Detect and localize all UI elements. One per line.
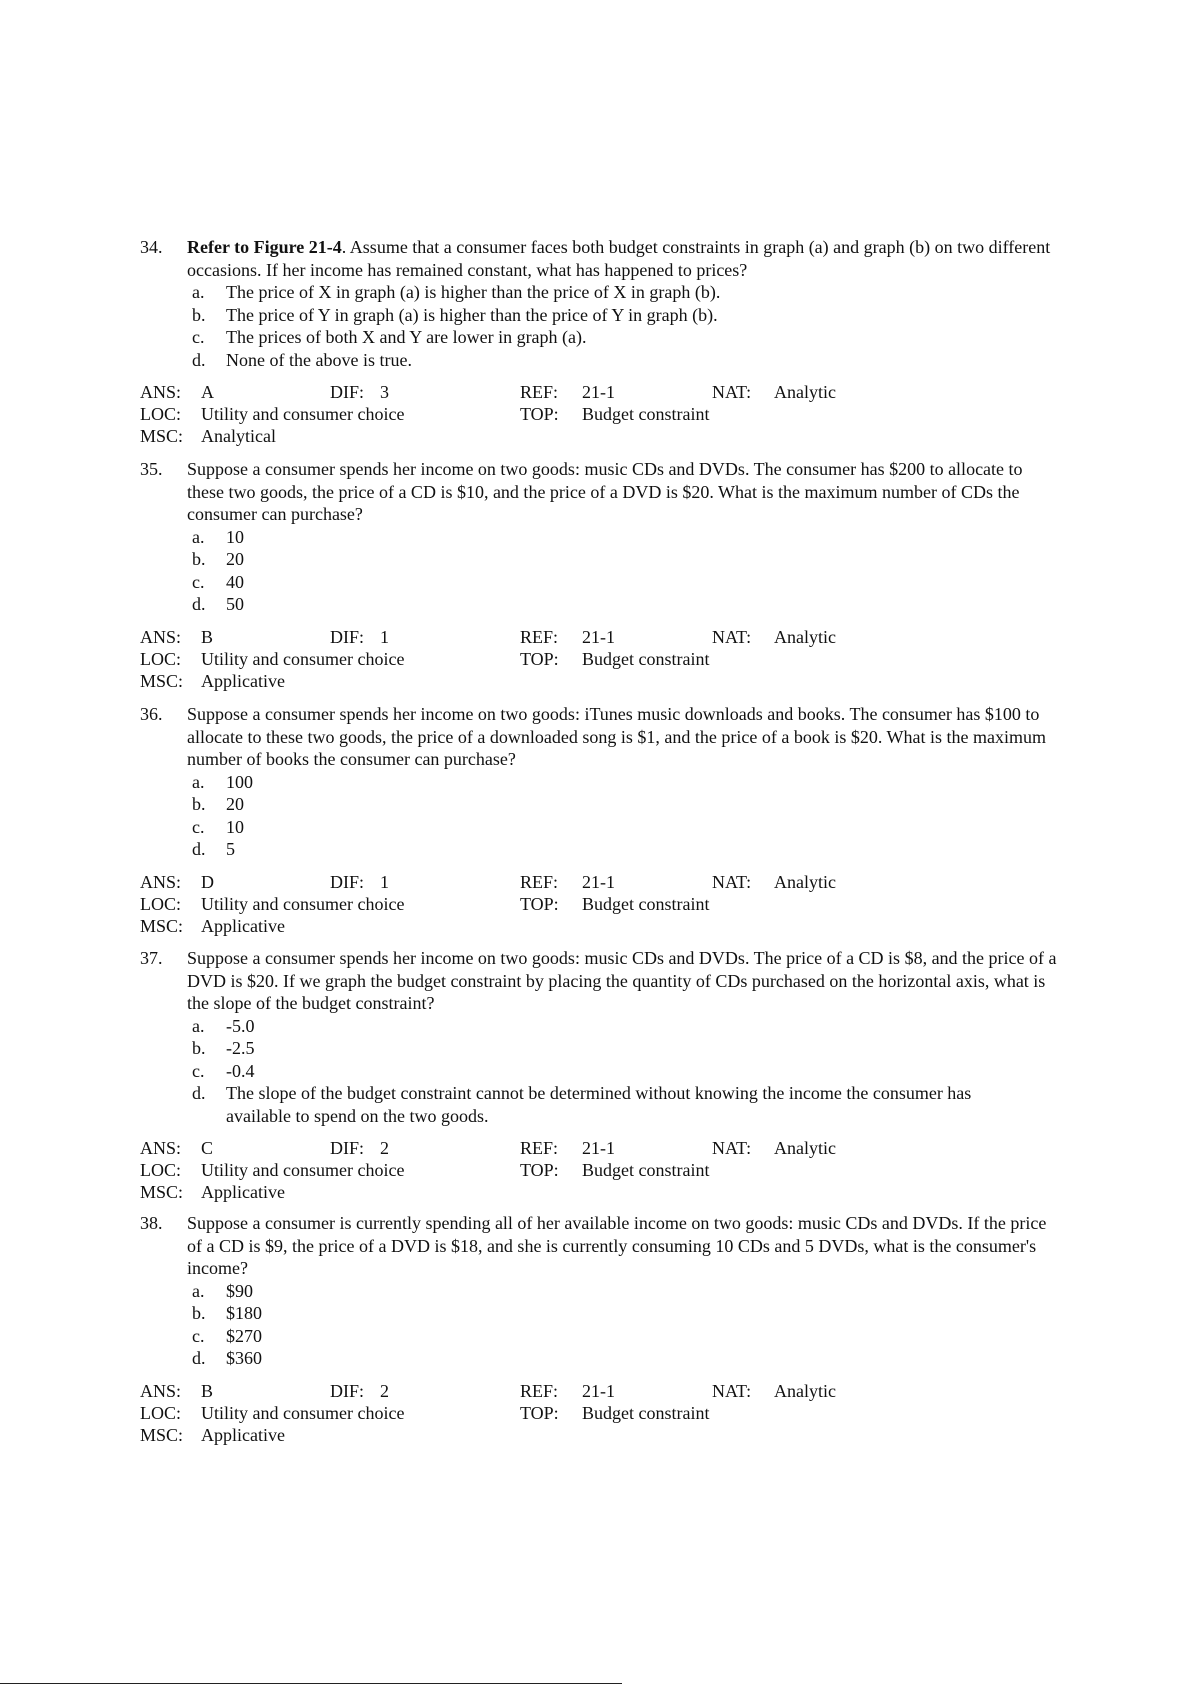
question-37 xyxy=(140,947,1060,1205)
footer-divider-secondary xyxy=(596,1683,622,1684)
msc-label: MSC: xyxy=(140,1424,184,1445)
figure-reference: Refer to Figure 21-4 xyxy=(187,237,342,257)
choice-c: c. -0.4 xyxy=(192,1060,255,1081)
ref-label: REF: xyxy=(520,626,559,647)
question-34 xyxy=(140,236,1060,449)
choice-d: d. None of the above is true. xyxy=(192,349,412,370)
loc-label: LOC: xyxy=(140,1160,182,1180)
top-value: Budget constraint xyxy=(582,893,710,914)
choice-d: d. 5 xyxy=(192,839,235,859)
dif-value: 1 xyxy=(380,871,389,892)
ans-label: ANS: xyxy=(140,871,182,892)
answer-metadata xyxy=(140,626,1060,694)
question-number: 34. xyxy=(140,237,163,257)
msc-label: MSC: xyxy=(140,1182,184,1202)
choice-d: d. $360 xyxy=(192,1348,262,1368)
ans-label: ANS: xyxy=(140,626,182,647)
loc-value: Utility and consumer choice xyxy=(201,648,405,669)
ref-value: 21-1 xyxy=(582,382,615,402)
loc-value: Utility and consumer choice xyxy=(201,893,405,914)
choice-a: a. 10 xyxy=(192,526,244,547)
question-number: 37. xyxy=(140,948,163,968)
msc-label: MSC: xyxy=(140,426,184,446)
ans-value: D xyxy=(201,871,214,892)
ans-value: B xyxy=(201,1380,214,1401)
nat-label: NAT: xyxy=(712,626,752,647)
ans-label: ANS: xyxy=(140,1138,182,1158)
dif-label: DIF: xyxy=(330,1380,365,1401)
choice-a: a. 100 xyxy=(192,771,253,792)
ref-value: 21-1 xyxy=(582,871,615,892)
nat-label: NAT: xyxy=(712,1380,752,1401)
ref-label: REF: xyxy=(520,871,559,892)
ref-value: 21-1 xyxy=(582,1380,615,1401)
choice-b: b. 20 xyxy=(192,549,244,569)
answer-choices xyxy=(192,1015,1060,1128)
choice-c: c. The prices of both X and Y are lower in graph (a). xyxy=(192,327,587,347)
answer-choices xyxy=(192,1280,1060,1370)
dif-label: DIF: xyxy=(330,382,365,402)
msc-value: Analytical xyxy=(201,426,276,446)
choice-b: b. The price of Y in graph (a) is higher than the price of Y in graph (b). xyxy=(192,304,718,325)
choice-a: a. -5.0 xyxy=(192,1015,255,1036)
msc-label: MSC: xyxy=(140,915,184,936)
ref-label: REF: xyxy=(520,1380,559,1401)
nat-value: Analytic xyxy=(774,871,836,892)
top-value: Budget constraint xyxy=(582,404,710,424)
dif-value: 3 xyxy=(380,382,389,402)
nat-value: Analytic xyxy=(774,382,836,402)
ref-value: 21-1 xyxy=(582,626,615,647)
msc-value: Applicative xyxy=(201,1424,285,1445)
choice-c: c. $270 xyxy=(192,1325,262,1346)
question-number: 36. xyxy=(140,704,163,724)
choice-c: c. 40 xyxy=(192,571,244,592)
dif-value: 2 xyxy=(380,1380,389,1401)
ans-label: ANS: xyxy=(140,1380,182,1401)
choice-d: d. 50 xyxy=(192,594,244,614)
answer-metadata xyxy=(140,1380,1060,1448)
ref-label: REF: xyxy=(520,1138,559,1158)
choice-c: c. 10 xyxy=(192,816,244,837)
msc-value: Applicative xyxy=(201,670,285,691)
dif-label: DIF: xyxy=(330,1138,365,1158)
dif-label: DIF: xyxy=(330,626,365,647)
question-text: Suppose a consumer spends her income on two goods: iTunes music downloads and books. The consumer has $100 to allocate to these two goods, the price of a downloaded song is $1, and the price of a book is $20. What is the maximum number of books the consumer can purchase? xyxy=(187,704,1046,769)
footer-divider xyxy=(0,1683,622,1684)
question-number: 35. xyxy=(140,459,163,479)
ref-value: 21-1 xyxy=(582,1138,615,1158)
question-text: Suppose a consumer is currently spending all of her available income on two goods: music CDs and DVDs. If the price of a CD is $9, the price of a DVD is $18, and she is currently consuming 10 CDs and 5 DVDs, what is the consumer's income? xyxy=(187,1213,1047,1278)
question-36 xyxy=(140,703,1060,939)
question-number: 38. xyxy=(140,1213,163,1233)
answer-metadata xyxy=(140,871,1060,939)
answer-choices xyxy=(192,281,1060,371)
top-label: TOP: xyxy=(520,648,559,669)
top-label: TOP: xyxy=(520,893,559,914)
msc-value: Applicative xyxy=(201,915,285,936)
top-value: Budget constraint xyxy=(582,648,710,669)
question-35 xyxy=(140,458,1060,694)
loc-label: LOC: xyxy=(140,893,182,914)
question-text: Suppose a consumer spends her income on two goods: music CDs and DVDs. The price of a CD is $8, and the price of a DVD is $20. If we graph the budget constraint by placing the quantity of CDs purchased on the horizontal axis, what is the slope of the budget constraint? xyxy=(187,948,1057,1013)
ans-value: A xyxy=(201,382,214,402)
nat-value: Analytic xyxy=(774,626,836,647)
question-text: Refer to Figure 21-4. Assume that a consumer faces both budget constraints in graph (a) and graph (b) on two different occasions. If her income has remained constant, what has happened to prices? xyxy=(187,237,1051,280)
dif-label: DIF: xyxy=(330,871,365,892)
dif-value: 1 xyxy=(380,626,389,647)
loc-label: LOC: xyxy=(140,648,182,669)
question-text: Suppose a consumer spends her income on two goods: music CDs and DVDs. The consumer has $200 to allocate to these two goods, the price of a CD is $10, and the price of a DVD is $20. What is the maximum number of CDs the consumer can purchase? xyxy=(187,459,1023,524)
nat-label: NAT: xyxy=(712,871,752,892)
loc-label: LOC: xyxy=(140,404,182,424)
answer-choices xyxy=(192,526,1060,616)
top-value: Budget constraint xyxy=(582,1402,710,1423)
msc-value: Applicative xyxy=(201,1182,285,1202)
loc-label: LOC: xyxy=(140,1402,182,1423)
top-label: TOP: xyxy=(520,1402,559,1423)
ans-label: ANS: xyxy=(140,382,182,402)
question-38 xyxy=(140,1212,1060,1448)
answer-metadata xyxy=(140,1137,1060,1205)
choice-a: a. $90 xyxy=(192,1280,253,1301)
dif-value: 2 xyxy=(380,1138,389,1158)
nat-value: Analytic xyxy=(774,1138,836,1158)
loc-value: Utility and consumer choice xyxy=(201,404,405,424)
loc-value: Utility and consumer choice xyxy=(201,1160,405,1180)
choice-b: b. 20 xyxy=(192,794,244,814)
loc-value: Utility and consumer choice xyxy=(201,1402,405,1423)
top-label: TOP: xyxy=(520,1160,559,1180)
nat-label: NAT: xyxy=(712,1138,752,1158)
nat-value: Analytic xyxy=(774,1380,836,1401)
ref-label: REF: xyxy=(520,382,559,402)
answer-choices xyxy=(192,771,1060,861)
choice-b: b. -2.5 xyxy=(192,1038,255,1058)
top-value: Budget constraint xyxy=(582,1160,710,1180)
ans-value: B xyxy=(201,626,214,647)
top-label: TOP: xyxy=(520,404,559,424)
ans-value: C xyxy=(201,1138,214,1158)
choice-a: a. The price of X in graph (a) is higher than the price of X in graph (b). xyxy=(192,282,721,302)
nat-label: NAT: xyxy=(712,382,752,402)
choice-b: b. $180 xyxy=(192,1303,262,1323)
msc-label: MSC: xyxy=(140,670,184,691)
answer-metadata xyxy=(140,381,1060,449)
choice-d: d. The slope of the budget constraint cannot be determined without knowing the income the consumer has available to spend on the two goods. xyxy=(192,1083,972,1126)
